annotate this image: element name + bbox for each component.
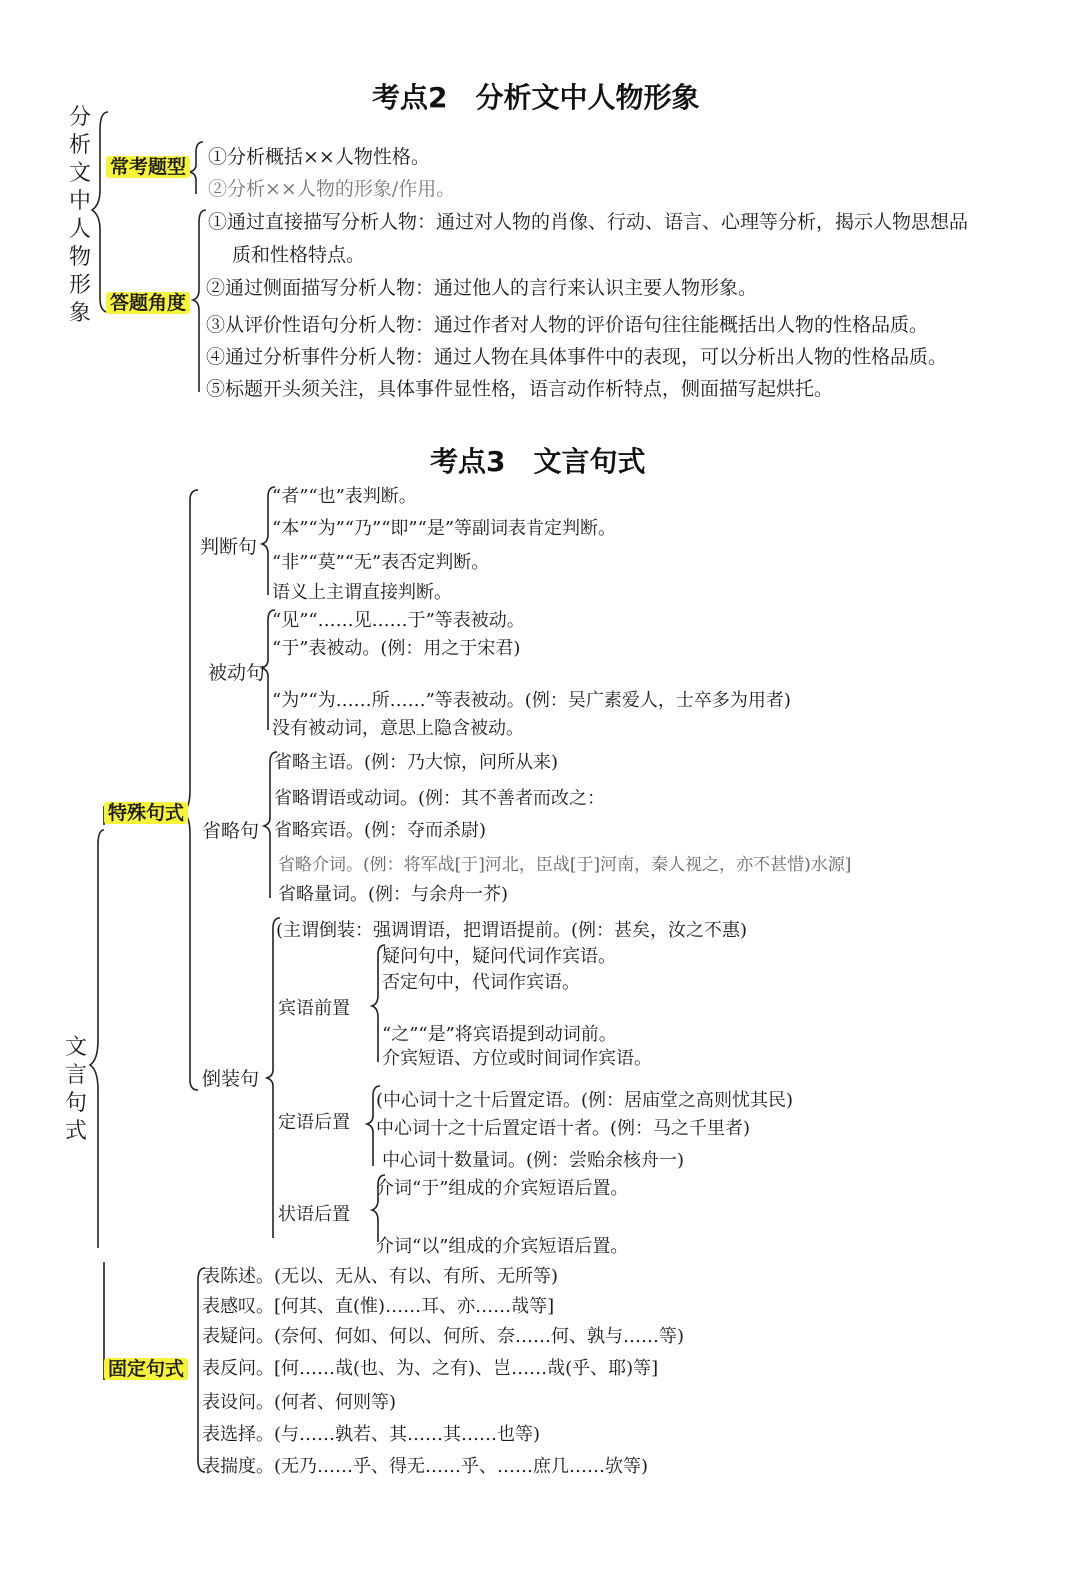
omission-item-3: 省略宾语。(例：夺而杀尉): [274, 820, 487, 841]
omission-item-5: 省略量词。(例：与余舟一芥): [278, 884, 509, 905]
judgment-item-1: “者”“也”表判断。: [272, 486, 417, 507]
passive-item-4: 没有被动词，意思上隐含被动。: [272, 718, 524, 739]
adverbial-post-item-1: 介词“于”组成的介宾短语后置。: [376, 1178, 629, 1199]
attributive-post-item-3: 中心词十数量词。(例：尝贻余核舟一): [382, 1150, 685, 1171]
section3-root-label: 文言句式: [64, 1035, 87, 1144]
question-item-1: ①分析概括××人物性格。: [208, 146, 430, 168]
judgment-label: 判断句: [200, 536, 258, 558]
question-item-2: ②分析××人物的形象/作用。: [208, 178, 456, 200]
inversion-label: 倒装句: [202, 1068, 260, 1090]
section3-title: 考点3 文言句式: [430, 445, 646, 478]
section2-root-label: 分析文中人物形象: [68, 105, 91, 326]
object-front-label: 宾语前置: [278, 998, 350, 1019]
fixed-item-1: 表陈述。(无以、无从、有以、有所、无所等): [202, 1266, 559, 1287]
passive-item-1: “见”“……见……于”等表被动。: [272, 610, 525, 631]
attributive-post-item-1: (中心词十之十后置定语。(例：居庙堂之高则忧其民): [376, 1090, 794, 1111]
angle-item-3: ③从评价性语句分析人物：通过作者对人物的评价语句往往能概括出人物的性格品质。: [206, 314, 929, 336]
subject-predicate-inversion: (主谓倒装：强调谓语，把谓语提前。(例：甚矣，汝之不惠): [276, 920, 748, 941]
adverbial-post-item-2: 介词“以”组成的介宾短语后置。: [376, 1236, 629, 1257]
fixed-item-6: 表选择。(与……孰若、其……其……也等): [202, 1424, 541, 1445]
judgment-item-4: 语义上主谓直接判断。: [272, 582, 452, 603]
passive-label: 被动句: [208, 662, 266, 684]
section2-title: 考点2 分析文中人物形象: [372, 81, 700, 114]
angle-item-1-cont: 质和性格特点。: [232, 244, 366, 266]
adverbial-post-label: 状语后置: [278, 1204, 350, 1225]
omission-item-2: 省略谓语或动词。(例：其不善者而改之：: [274, 788, 606, 809]
judgment-item-3: “非”“莫”“无”表否定判断。: [272, 552, 490, 573]
omission-item-1: 省略主语。(例：乃大惊，问所从来): [274, 752, 559, 773]
attributive-post-item-2: 中心词十之十后置定语十者。(例：马之千里者): [376, 1118, 751, 1139]
fixed-item-5: 表设问。(何者、何则等): [202, 1392, 397, 1413]
attributive-post-label: 定语后置: [278, 1112, 350, 1133]
angle-item-4: ④通过分析事件分析人物：通过人物在具体事件中的表现，可以分析出人物的性格品质。: [206, 346, 948, 368]
omission-label: 省略句: [202, 820, 260, 842]
angle-item-1: ①通过直接描写分析人物：通过对人物的肖像、行动、语言、心理等分析，揭示人物思想品: [208, 211, 969, 233]
judgment-item-2: “本”“为”“乃”“即”“是”等副词表肯定判断。: [272, 518, 617, 539]
object-front-item-1: 疑问句中，疑问代词作宾语。: [382, 946, 616, 967]
object-front-item-3: “之”“是”将宾语提到动词前。: [382, 1024, 617, 1045]
passive-item-2: “于”表被动。(例：用之于宋君): [272, 638, 521, 659]
passive-item-3: “为”“为……所……”等表被动。(例：吴广素爱人，士卒多为用者): [272, 690, 791, 711]
fixed-item-4: 表反问。[何……哉(也、为、之有)、岂……哉(乎、耶)等]: [202, 1358, 659, 1379]
omission-item-4: 省略介词。(例：将军战[于]河北，臣战[于]河南，秦人视之，亦不甚惜)水源]: [278, 855, 852, 875]
common-question-types-label: 常考题型: [106, 156, 190, 178]
fixed-item-2: 表感叹。[何其、直(惟)……耳、亦……哉等]: [202, 1296, 555, 1317]
answer-angles-label: 答题角度: [106, 292, 190, 314]
angle-item-5: ⑤标题开头须关注，具体事件显性格，语言动作析特点，侧面描写起烘托。: [206, 378, 834, 400]
angle-item-2: ②通过侧面描写分析人物：通过他人的言行来认识主要人物形象。: [206, 277, 758, 299]
fixed-item-7: 表揣度。(无乃……乎、得无……乎、……庶几……欤等): [202, 1456, 649, 1477]
fixed-sentence-label: 固定句式: [104, 1358, 188, 1380]
object-front-item-4: 介宾短语、方位或时间词作宾语。: [382, 1048, 652, 1069]
object-front-item-2: 否定句中，代词作宾语。: [382, 972, 580, 993]
fixed-item-3: 表疑问。(奈何、何如、何以、何所、奈……何、孰与……等): [202, 1326, 685, 1347]
special-sentence-label: 特殊句式: [104, 802, 188, 824]
